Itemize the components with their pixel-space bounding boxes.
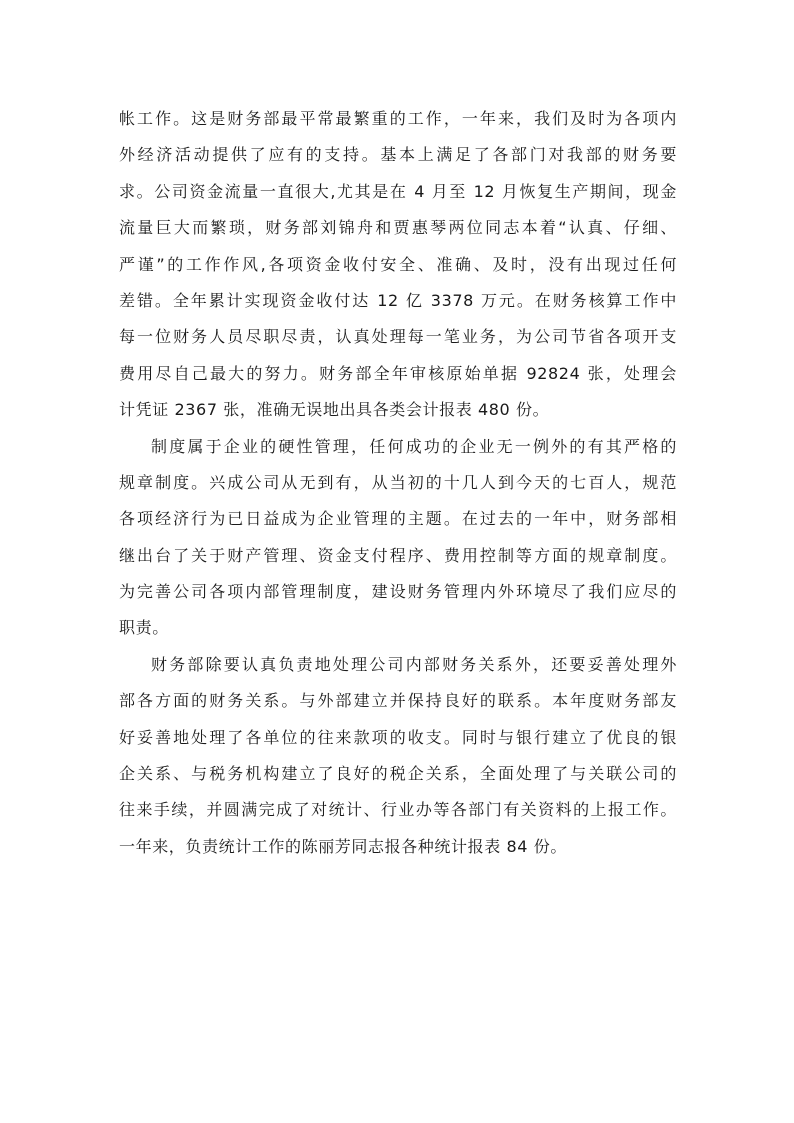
paragraph-3 <box>119 647 677 865</box>
text-line: 计凭证 2367 张，准确无误地出具各类会计报表 480 份。 <box>119 400 550 420</box>
paragraph-1 <box>119 101 677 429</box>
text-line: 每一位财务人员尽职尽责，认真处理每一笔业务，为公司节省各项开支 <box>119 327 677 347</box>
text-line: 各项经济行为已日益成为企业管理的主题。在过去的一年中，财务部相 <box>119 509 677 529</box>
text-line: 制度属于企业的硬性管理，任何成功的企业无一例外的有其严格的 <box>151 436 677 456</box>
text-line: 帐工作。这是财务部最平常最繁重的工作，一年来，我们及时为各项内 <box>119 109 677 128</box>
text-line: 继出台了关于财产管理、资金支付程序、费用控制等方面的规章制度。 <box>119 545 677 565</box>
text-line: 严谨”的工作作风,各项资金收付安全、准确、及时，没有出现过任何 <box>119 254 677 274</box>
text-line: 好妥善地处理了各单位的往来款项的收支。同时与银行建立了优良的银 <box>119 727 677 747</box>
text-line: 职责。 <box>119 618 169 638</box>
text-line: 规章制度。兴成公司从无到有，从当初的十几人到今天的七百人，规范 <box>119 472 677 492</box>
paragraph-2 <box>119 429 677 647</box>
text-line: 求。公司资金流量一直很大,尤其是在 4 月至 12 月恢复生产期间，现金 <box>119 181 677 201</box>
text-line: 差错。全年累计实现资金收付达 12 亿 3378 万元。在财务核算工作中 <box>119 290 677 310</box>
text-line: 费用尽自己最大的努力。财务部全年审核原始单据 92824 张，处理会 <box>119 363 677 383</box>
text-line: 为完善公司各项内部管理制度，建设财务管理内外环境尽了我们应尽的 <box>119 582 677 602</box>
text-line: 外经济活动提供了应有的支持。基本上满足了各部门对我部的财务要 <box>119 145 677 165</box>
document-body <box>119 101 677 865</box>
text-line: 往来手续，并圆满完成了对统计、行业办等各部门有关资料的上报工作。 <box>119 800 677 820</box>
text-line: 财务部除要认真负责地处理公司内部财务关系外，还要妥善处理外 <box>151 654 677 674</box>
text-line: 一年来，负责统计工作的陈丽芳同志报各种统计报表 84 份。 <box>119 836 567 856</box>
text-line: 企关系、与税务机构建立了良好的税企关系，全面处理了与关联公司的 <box>119 764 677 784</box>
text-line: 部各方面的财务关系。与外部建立并保持良好的联系。本年度财务部友 <box>119 691 677 711</box>
text-line: 流量巨大而繁琐，财务部刘锦舟和贾惠琴两位同志本着“认真、仔细、 <box>119 218 677 238</box>
